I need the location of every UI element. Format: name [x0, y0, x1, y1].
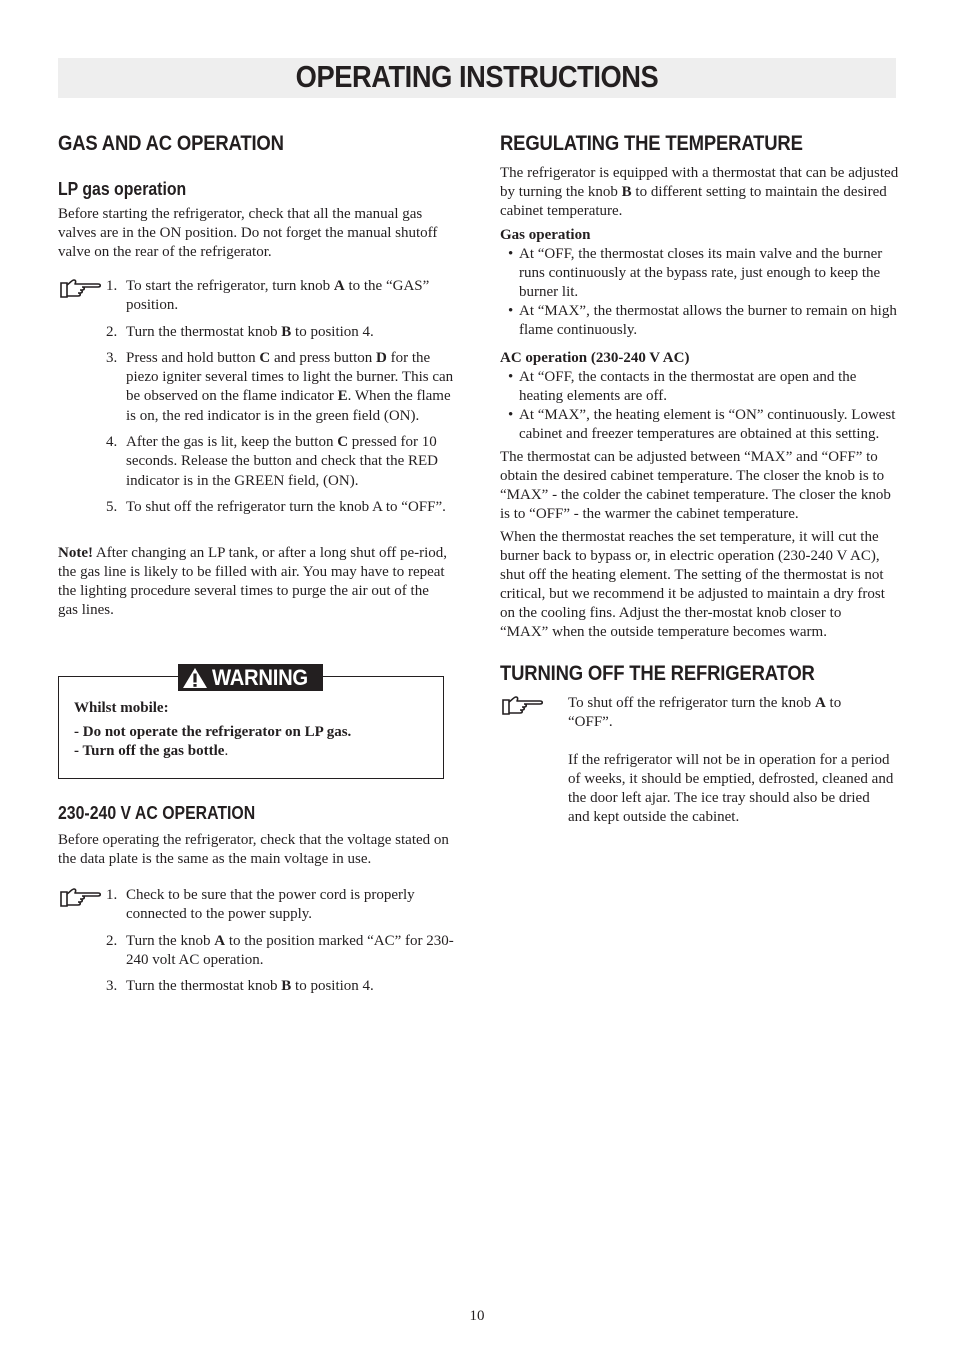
off-pre: To shut off the refrigerator turn the knob [568, 695, 815, 711]
step-text: to position 4. [291, 978, 374, 995]
ac-heading: 230-240 V AC OPERATION [58, 803, 256, 823]
step-number: 2. [106, 323, 118, 340]
turning-off-paragraph: If the refrigerator will not be in operation for a period of weeks, it should be emptied, defrosted, cleaned and the door left ajar. The ice tray should also be dried and kept outside the cabinet. [568, 752, 894, 825]
warning-line-3 [74, 742, 228, 761]
step-text: Press and hold button [126, 349, 260, 366]
list-item [58, 433, 458, 491]
thermostat-paragraph-1: The thermostat can be adjusted between “MAX” and “OFF” to obtain the desired cabinet temperature. The closer the knob is to “MAX” - the colder the cabinet temperature. The closer the knob is to “OFF” - the warmer the cabinet temperature. [500, 449, 891, 522]
warning-label [178, 664, 323, 691]
page-title: OPERATING INSTRUCTIONS [295, 59, 659, 94]
warning-label-text: WARNING [212, 664, 308, 690]
step-text: pressed for 10 seconds. Release the button and check that the RED indicator is in the GREEN field, (ON). [126, 434, 438, 489]
off-post: to “OFF”. [568, 695, 842, 730]
warning-line-3-text: - Turn off the gas bottle [74, 743, 225, 759]
lp-steps [58, 277, 458, 517]
warning-line-1: Whilst mobile: [74, 700, 169, 716]
step-text: to the position marked “AC” for 230-240 volt AC operation. [126, 932, 454, 968]
reg-intro-post: to different setting to maintain the desired cabinet temperature. [500, 184, 887, 219]
step-text: . When the flame is on, the red indicator is in the green field (ON). [126, 388, 451, 424]
step-text: Turn the knob [126, 932, 215, 949]
note-label: Note! [58, 545, 93, 562]
step-text: Turn the thermostat knob [126, 978, 282, 995]
ac-operation-label: AC operation (230-240 V AC) [500, 350, 690, 366]
step-number: 2. [106, 932, 118, 949]
ac-operation-section [58, 803, 458, 996]
gas-bullet-text: At “MAX”, the thermostat allows the burner to remain on high flame continuously. [519, 303, 897, 338]
lp-heading: LP gas operation [58, 179, 187, 199]
warning-box [58, 676, 444, 779]
step-text: and press button [270, 349, 377, 366]
turning-off-instruction [500, 694, 870, 732]
list-item [58, 886, 458, 925]
pointing-hand-icon [500, 694, 546, 718]
reg-intro-pre: The refrigerator is equipped with a thermostat that can be adjusted by turning the knob [500, 165, 899, 200]
page-number: 10 [469, 1308, 485, 1324]
step-text: After the gas is lit, keep the button [126, 434, 338, 451]
list-item [58, 977, 458, 996]
step-key-letter: A [333, 278, 345, 294]
step-key-letter: C [337, 434, 349, 451]
lp-note [58, 544, 450, 620]
regulating-intro [500, 164, 900, 221]
reg-intro-key: B [621, 184, 632, 200]
warning-line-3-end: . [224, 743, 229, 759]
warning-triangle-icon [182, 667, 208, 689]
list-item [58, 498, 458, 517]
step-key-letter: C [259, 349, 271, 366]
turning-off-steps [500, 694, 900, 827]
list-item: • At “OFF, the contacts in the thermostat are open and the heating elements are off. [508, 369, 857, 404]
right-column [500, 132, 900, 827]
step-key-letter: B [281, 978, 292, 995]
ac-bullets [500, 368, 900, 444]
step-text: to position 4. [291, 323, 374, 340]
step-text: To start the refrigerator, turn knob [126, 278, 334, 294]
off-key: A [814, 695, 826, 711]
gas-bullet-text: At “OFF, the thermostat closes its main valve and the burner runs continuously at the bypass rate, just enough to keep the burner lit. [519, 246, 883, 300]
step-text: To shut off the refrigerator turn the knob A to “OFF”. [126, 498, 446, 515]
thermostat-paragraph-2: When the thermostat reaches the set temperature, it will cut the burner back to bypass or, in electric operation (230-240 V AC), shut off the heating element. The setting of the thermostat is not critical, but we recommend it be adjusted to maintain a dry frost on the cooling fins. Adjust the ther-mostat knob closer to “MAX” when the outside temperature becomes warm. [500, 529, 885, 640]
lp-intro: Before starting the refrigerator, check that all the manual gas valves are in the ON position. Do not forget the manual shutoff valve on the rear of the refrigerator. [58, 206, 438, 260]
step-text: Check to be sure that the power cord is properly connected to the power supply. [126, 887, 415, 923]
step-number: 4. [106, 434, 118, 451]
step-number: 1. [106, 278, 118, 294]
step-number: 1. [106, 887, 118, 903]
step-text: Turn the thermostat knob [126, 323, 282, 340]
regulating-heading: REGULATING THE TEMPERATURE [500, 132, 803, 155]
step-text: to the “GAS” position. [126, 278, 430, 314]
left-column [58, 132, 458, 620]
list-item [58, 323, 458, 342]
page-title-bar [58, 58, 896, 98]
warning-line-2: - Do not operate the refrigerator on LP gas. [74, 724, 352, 740]
gas-bullets [500, 245, 900, 340]
ac-steps [58, 886, 458, 996]
note-text: After changing an LP tank, or after a long shut off pe-riod, the gas line is likely to be filled with air. You may have to repeat the lighting procedure several times to purge the air out of the gas lines. [58, 545, 448, 619]
ac-bullet-text: At “OFF, the contacts in the thermostat are open and the heating elements are off. [519, 369, 857, 404]
list-item: • At “MAX”, the heating element is “ON” continuously. Lowest cabinet and freezer temperatures are obtained at this setting. [508, 407, 896, 442]
step-key-letter: A [214, 932, 226, 949]
gas-operation-label: Gas operation [500, 227, 591, 243]
step-number: 3. [106, 349, 118, 366]
list-item: • At “MAX”, the thermostat allows the burner to remain on high flame continuously. [508, 303, 897, 338]
step-text: for the piezo igniter several times to light the burner. This can be observed on the flame indicator [126, 349, 454, 405]
list-item [58, 277, 458, 316]
turning-off-heading: TURNING OFF THE REFRIGERATOR [500, 662, 815, 685]
step-number: 3. [106, 978, 118, 995]
list-item [58, 349, 458, 426]
step-number: 5. [106, 498, 118, 515]
list-item [58, 932, 458, 971]
step-key-letter: B [281, 323, 292, 340]
ac-intro: Before operating the refrigerator, check that the voltage stated on the data plate is the same as the main voltage in use. [58, 832, 449, 867]
ac-bullet-text: At “MAX”, the heating element is “ON” continuously. Lowest cabinet and freezer temperatures are obtained at this setting. [519, 407, 896, 442]
gas-ac-heading: GAS AND AC OPERATION [58, 132, 284, 155]
step-key-letter: D [376, 349, 387, 366]
step-key-letter: E [337, 388, 348, 405]
list-item: • At “OFF, the thermostat closes its main valve and the burner runs continuously at the bypass rate, just enough to keep the burner lit. [508, 246, 883, 300]
